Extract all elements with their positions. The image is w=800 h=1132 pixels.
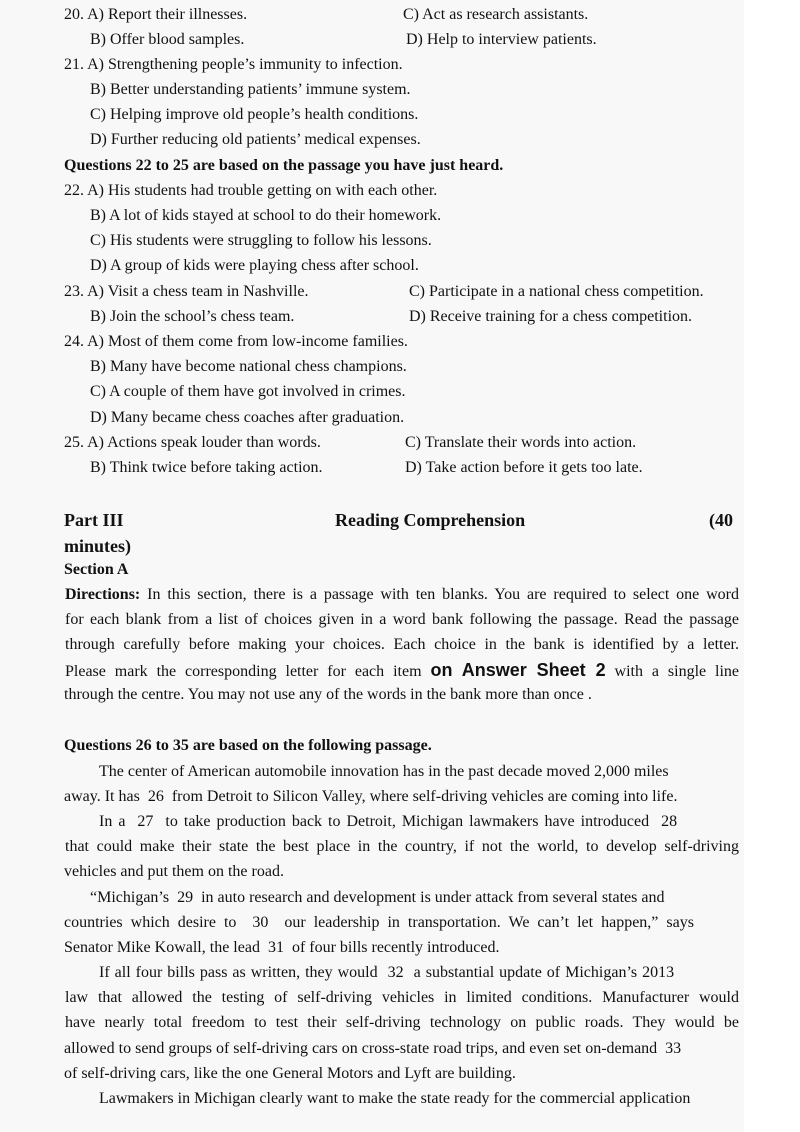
questions-22-25-header: Questions 22 to 25 are based on the passage you have just heard. (64, 157, 504, 174)
passage-p5-line-1: Lawmakers in Michigan clearly want to make the state ready for the commercial application (99, 1090, 691, 1107)
q21-option-d: D) Further reducing old patients’ medical expenses. (90, 131, 421, 148)
q20-option-d: D) Help to interview patients. (406, 31, 597, 48)
passage-p2-line-3: vehicles and put them on the road. (64, 863, 284, 880)
passage-p2-line-2: that could make their state the best place in the country, if not the world, to develop self-driving (65, 838, 739, 855)
directions-line-5: through the centre. You may not use any of the words in the bank more than once . (64, 686, 592, 703)
q23-option-d: D) Receive training for a chess competition. (409, 308, 693, 325)
q21-option-b: B) Better understanding patients’ immune system. (90, 81, 411, 98)
q20-option-c: C) Act as research assistants. (403, 6, 589, 23)
q22-option-c: C) His students were struggling to follow his lessons. (90, 232, 432, 249)
directions-text-4a: Please mark the corresponding letter for each item (65, 663, 422, 680)
q25-option-a: 25. A) Actions speak louder than words. (64, 434, 321, 451)
q24-option-b: B) Many have become national chess champions. (90, 358, 407, 375)
q20-option-a: 20. A) Report their illnesses. (64, 6, 248, 23)
passage-p4-line-1: If all four bills pass as written, they would 32 a substantial update of Michigan’s 2013 (99, 964, 675, 981)
passage-p3-line-2: countries which desire to 30 our leadership in transportation. We can’t let happen,” says (64, 914, 694, 931)
page-margin (744, 0, 800, 1132)
q23-option-a: 23. A) Visit a chess team in Nashville. (64, 283, 309, 300)
q25-option-d: D) Take action before it gets too late. (405, 459, 643, 476)
passage-p2-line-1: In a 27 to take production back to Detroit, Michigan lawmakers have introduced 28 (99, 813, 678, 830)
q21-option-c: C) Helping improve old people’s health conditions. (90, 106, 419, 123)
section-title: Section A (64, 561, 129, 578)
answer-sheet-emphasis: on Answer Sheet 2 (430, 660, 606, 680)
directions-label: Directions: (65, 586, 141, 603)
directions-line-3: through carefully before making your choices. Each choice in the bank is identified by a letter. (65, 636, 739, 653)
q22-option-a: 22. A) His students had trouble getting on with each other. (64, 182, 438, 199)
q22-option-d: D) A group of kids were playing chess after school. (90, 257, 419, 274)
q23-option-c: C) Participate in a national chess competition. (409, 283, 704, 300)
passage-p4-line-2: law that allowed the testing of self-driving vehicles in limited conditions. Manufacturer would (65, 989, 739, 1006)
part-time-open: (40 (709, 510, 733, 530)
passage-p1-line-2: away. It has 26 from Detroit to Silicon Valley, where self-driving vehicles are coming into life. (64, 788, 678, 805)
part-label: Part III (64, 510, 124, 530)
q23-option-b: B) Join the school’s chess team. (90, 308, 295, 325)
part-time-close: minutes) (64, 536, 131, 556)
q24-option-d: D) Many became chess coaches after graduation. (90, 409, 405, 426)
passage-p4-line-4: allowed to send groups of self-driving cars on cross-state road trips, and even set on-demand 33 (64, 1040, 682, 1057)
directions-line-4 (65, 660, 739, 682)
q24-option-c: C) A couple of them have got involved in crimes. (90, 383, 406, 400)
q20-option-b: B) Offer blood samples. (90, 31, 245, 48)
q25-option-c: C) Translate their words into action. (405, 434, 637, 451)
q22-option-b: B) A lot of kids stayed at school to do their homework. (90, 207, 442, 224)
directions-text-1: In this section, there is a passage with ten blanks. You are required to select one word (147, 586, 740, 603)
passage-p4-line-3: have nearly total freedom to test their self-driving technology on public roads. They would be (65, 1014, 739, 1031)
directions-text-4b: with a single line (614, 663, 740, 680)
passage-p3-line-3: Senator Mike Kowall, the lead 31 of four bills recently introduced. (64, 939, 500, 956)
passage-p1-line-1: The center of American automobile innovation has in the past decade moved 2,000 miles (99, 763, 669, 780)
passage-p3-line-1: “Michigan’s 29 in auto research and development is under attack from several states and (90, 889, 665, 906)
passage-p4-line-5: of self-driving cars, like the one General Motors and Lyft are building. (64, 1065, 516, 1082)
q21-option-a: 21. A) Strengthening people’s immunity to infection. (64, 56, 403, 73)
q25-option-b: B) Think twice before taking action. (90, 459, 323, 476)
directions-line-1 (65, 585, 739, 605)
q24-option-a: 24. A) Most of them come from low-income families. (64, 333, 408, 350)
passage-header: Questions 26 to 35 are based on the following passage. (64, 737, 432, 754)
directions-line-2: for each blank from a list of choices given in a word bank following the passage. Read the passage (65, 611, 739, 628)
part-title: Reading Comprehension (335, 510, 526, 530)
